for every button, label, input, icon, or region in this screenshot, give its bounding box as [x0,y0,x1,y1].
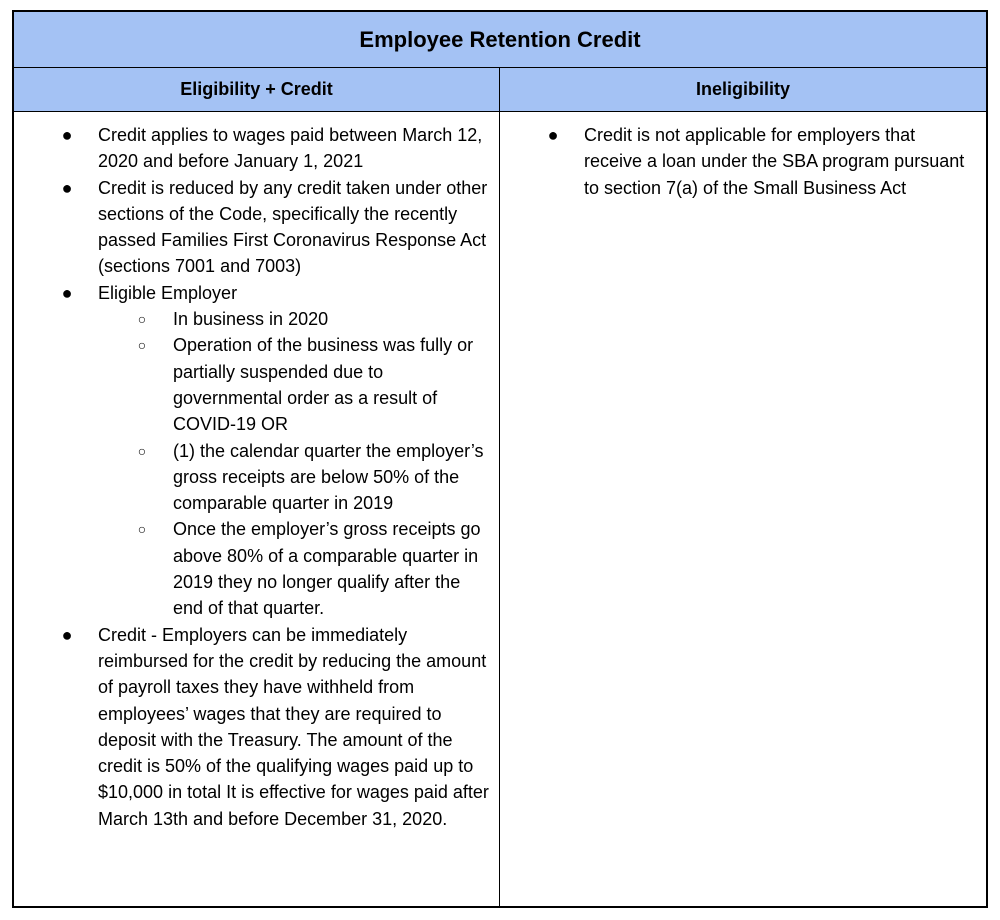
circle-bullet-icon: ○ [137,311,147,328]
sub-list-item-text: In business in 2020 [173,309,329,330]
eligibility-cell [14,112,500,906]
sub-list-item-text: (1) the calendar quarter the employer’s gross receipts are below 50% of the comparable quarter in 2019 [173,440,484,514]
bullet-icon: ● [61,125,73,145]
retention-credit-table [12,10,988,908]
bullet-icon: ● [547,125,559,145]
list-item [14,622,499,832]
ineligibility-cell [500,112,986,906]
list-item [14,280,499,622]
circle-bullet-icon: ○ [137,337,147,354]
sub-list-item [98,332,491,437]
sub-list-item [98,306,491,332]
bullet-icon: ● [61,624,73,645]
sub-list-item-text: Once the employer’s gross receipts go above 80% of a comparable quarter in 2019 they no longer qualify after the end of that quarter. [173,519,481,619]
list-item-text: Credit - Employers can be immediately reimbursed for the credit by reducing the amount of payroll taxes they have withheld from employees’ wages that they are required to deposit with the Treasury. The amount of the credit is 50% of the qualifying wages paid up to $10,000 in total It is effective for wages paid after March 13th and before December 31, 2020. [98,624,489,829]
sub-list-item-text: Operation of the business was fully or partially suspended due to governmental order as a result of COVID-19 OR [173,335,474,435]
eligible-employer-sublist [98,306,491,622]
header-eligibility: Eligibility + Credit [14,68,500,112]
list-item-text: Credit is not applicable for employers that receive a loan under the SBA program pursuant to section 7(a) of the Small Business Act [584,125,965,198]
table-title: Employee Retention Credit [14,12,986,68]
list-item-text: Credit applies to wages paid between March 12, 2020 and before January 1, 2021 [98,125,483,172]
sub-list-item [98,438,491,517]
ineligibility-list [500,122,986,201]
header-ineligibility: Ineligibility [500,68,986,112]
list-item [14,175,499,280]
bullet-icon: ● [61,282,73,303]
circle-bullet-icon: ○ [137,521,147,538]
eligibility-list [14,122,499,832]
list-item [14,122,499,175]
list-item-text: Credit is reduced by any credit taken under other sections of the Code, specifically the recently passed Families First Coronavirus Response Act (sections 7001 and 7003) [98,177,488,277]
circle-bullet-icon: ○ [137,442,147,459]
list-item-text: Eligible Employer [98,282,238,303]
bullet-icon: ● [61,177,73,198]
sub-list-item [98,516,491,621]
list-item [500,122,986,201]
